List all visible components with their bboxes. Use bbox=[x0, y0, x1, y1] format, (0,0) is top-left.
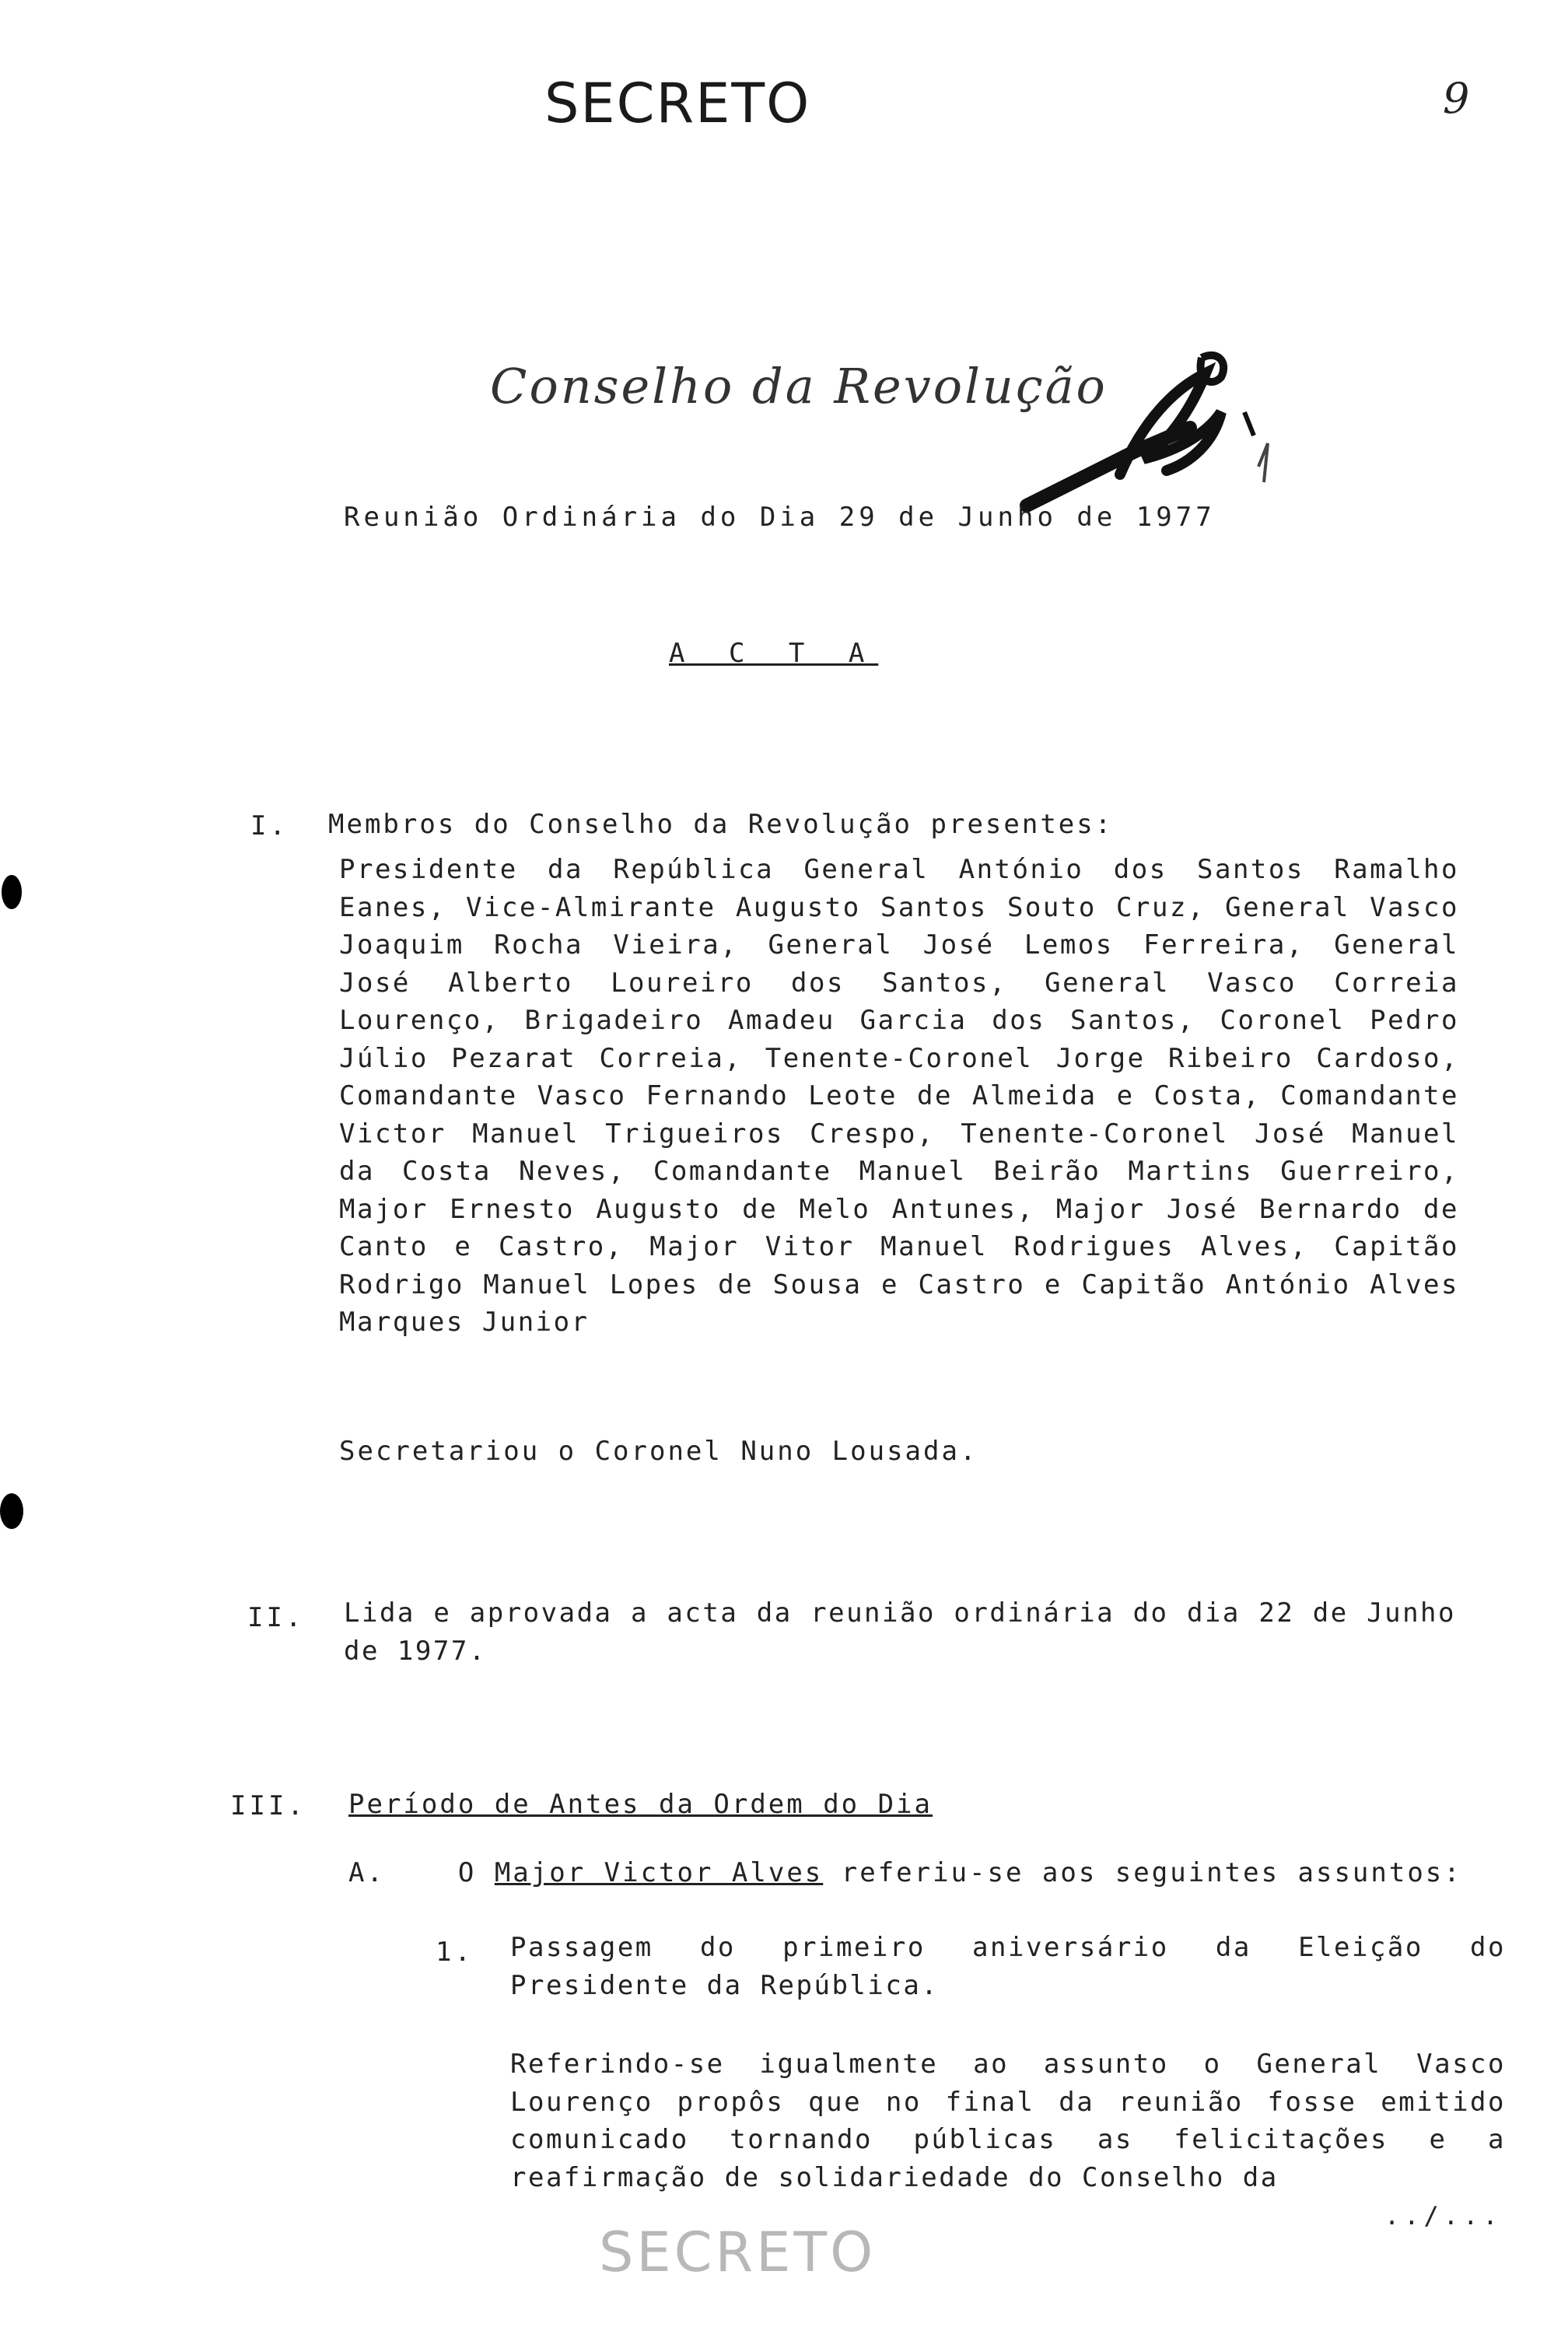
meeting-title: Reunião Ordinária do Dia 29 de Junho de 1977 bbox=[344, 502, 1216, 533]
classification-stamp-top: SECRETO bbox=[544, 72, 811, 135]
subsection-a-text: referiu-se aos seguintes assuntos: bbox=[841, 1857, 1462, 1888]
continuation-mark: ../... bbox=[1384, 2201, 1503, 2231]
section-2-number: II. bbox=[247, 1602, 305, 1633]
page-number-handwritten: 9 bbox=[1443, 74, 1470, 123]
punch-hole-mark bbox=[0, 1493, 23, 1529]
subsection-a-prefix: O bbox=[457, 1857, 477, 1888]
classification-stamp-bottom: SECRETO bbox=[599, 2220, 877, 2284]
section-2-text: Lida e aprovada a acta da reunião ordinária do dia 22 de Junho de 1977. bbox=[344, 1597, 1456, 1667]
institution-title: Conselho da Revolução bbox=[490, 358, 1108, 415]
item-1-text: Passagem do primeiro aniversário da Eleição do Presidente da República. bbox=[510, 1932, 1506, 2001]
punch-hole-mark bbox=[2, 875, 22, 909]
item-1-paragraph: Referindo-se igualmente ao assunto o General Vasco Lourenço propôs que no final da reunião fosse emitido comunicado tornando públicas as felicitações e a reafirmação de solidariedade do Conselho da bbox=[510, 2049, 1506, 2193]
members-list: Presidente da República General António dos Santos Ramalho Eanes, Vice-Almirante Augusto Santos Souto Cruz, General Vasco Joaquim Rocha Vieira, General José Lemos Ferreira, General José Alberto Loureiro dos Santos, General Vasco Correia Lourenço, Brigadeiro Amadeu Garcia dos Santos, Coronel Pedro Júlio Pezarat Correia, Tenente-Coronel Jorge Ribeiro Cardoso, Comandante Vasco Fernando Leote de Almeida e Costa, Comandante Victor Manuel Trigueiros Crespo, Tenente-Coronel José Manuel da Costa Neves, Comandante Manuel Beirão Martins Guerreiro, Major Ernesto Augusto de Melo Antunes, Major José Bernardo de Canto e Castro, Major Vitor Manuel Rodrigues Alves, Capitão Rodrigo Manuel Lopes de Sousa e Castro e Capitão António Alves Marques Junior bbox=[339, 854, 1459, 1338]
secretary-line: Secretariou o Coronel Nuno Lousada. bbox=[339, 1436, 978, 1467]
document-type: A C T A bbox=[669, 638, 879, 669]
subsection-a bbox=[348, 1854, 1462, 1891]
section-1-heading: Membros do Conselho da Revolução presentes: bbox=[328, 809, 1114, 840]
subsection-a-person: Major Victor Alves bbox=[494, 1857, 824, 1888]
signature-icon bbox=[1011, 327, 1276, 521]
item-1-number: 1. bbox=[436, 1937, 474, 1968]
section-3-heading: Período de Antes da Ordem do Dia bbox=[348, 1789, 933, 1820]
section-1-number: I. bbox=[250, 810, 289, 842]
section-3-number: III. bbox=[230, 1790, 306, 1821]
subsection-a-label: A. bbox=[348, 1857, 385, 1888]
